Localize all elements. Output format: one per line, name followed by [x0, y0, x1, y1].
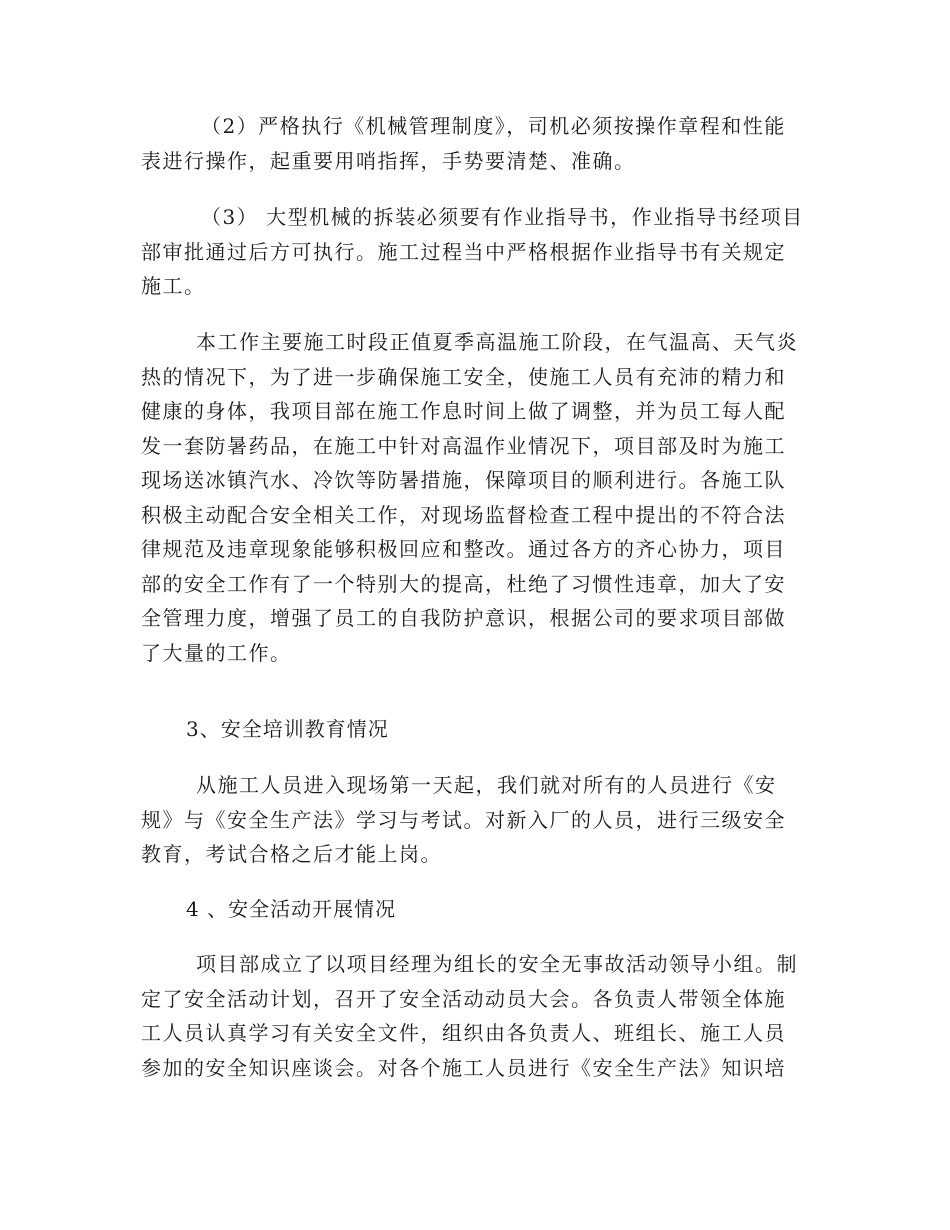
heading-text: 3、安全培训教育情况: [186, 717, 389, 741]
text-line: 律规范及违章现象能够积极回应和整改。通过各方的齐心协力，项目: [141, 537, 786, 561]
text-line: 从施工人员进入现场第一天起，我们就对所有的人员进行《安: [196, 773, 777, 797]
text-line: 部审批通过后方可执行。施工过程当中严格根据作业指导书有关规定: [141, 239, 786, 264]
text-line: 本工作主要施工时段正值夏季高温施工阶段，在气温高、天气炎: [196, 330, 798, 354]
paragraph-large-machinery: [141, 200, 821, 304]
paragraph-mechanical-management: [141, 109, 821, 178]
text-line: （3） 大型机械的拆装必须要有作业指导书，作业指导书经项目: [201, 205, 804, 229]
section-heading-safety-activities: [141, 892, 821, 927]
text-line: 规》与《安全生产法》学习与考试。对新入厂的人员，进行三级安全: [141, 807, 786, 832]
paragraph-safety-activities: [141, 947, 821, 1085]
text-line: 了大量的工作。: [141, 640, 292, 665]
text-line: 工人员认真学习有关安全文件，组织由各负责人、班组长、施工人员: [141, 1021, 786, 1045]
text-line: 教育，考试合格之后才能上岗。: [141, 842, 442, 866]
heading-text: 4 、安全活动开展情况: [186, 897, 397, 921]
text-line: 表进行操作，起重要用哨指挥，手势要清楚、准确。: [141, 148, 636, 173]
text-line: 发一套防暑药品，在施工中针对高温作业情况下，项目部及时为施工: [141, 433, 786, 458]
text-line: 积极主动配合安全相关工作，对现场监督检查工程中提出的不符合法: [141, 502, 786, 527]
text-line: 参加的安全知识座谈会。对各个施工人员进行《安全生产法》知识培: [141, 1055, 786, 1080]
section-heading-safety-training: [141, 712, 821, 747]
text-line: 热的情况下，为了进一步确保施工安全，使施工人员有充沛的精力和: [141, 364, 786, 389]
text-line: 现场送冰镇汽水、冷饮等防暑措施，保障项目的顺利进行。各施工队: [141, 468, 786, 492]
text-line: 定了安全活动计划，召开了安全活动动员大会。各负责人带领全体施: [141, 986, 786, 1011]
text-line: 全管理力度，增强了员工的自我防护意识，根据公司的要求项目部做: [141, 606, 786, 630]
paragraph-safety-training: [141, 768, 821, 872]
text-line: 项目部成立了以项目经理为组长的安全无事故活动领导小组。制: [196, 952, 798, 976]
text-line: （2）严格执行《机械管理制度》，司机必须按操作章程和性能: [201, 114, 786, 138]
text-line: 施工。: [141, 274, 206, 298]
text-line: 健康的身体，我项目部在施工作息时间上做了调整，并为员工每人配: [141, 399, 786, 423]
text-line: 部的安全工作有了一个特别大的提高，杜绝了习惯性违章，加大了安: [141, 571, 786, 596]
paragraph-summer-heat: [141, 325, 821, 670]
